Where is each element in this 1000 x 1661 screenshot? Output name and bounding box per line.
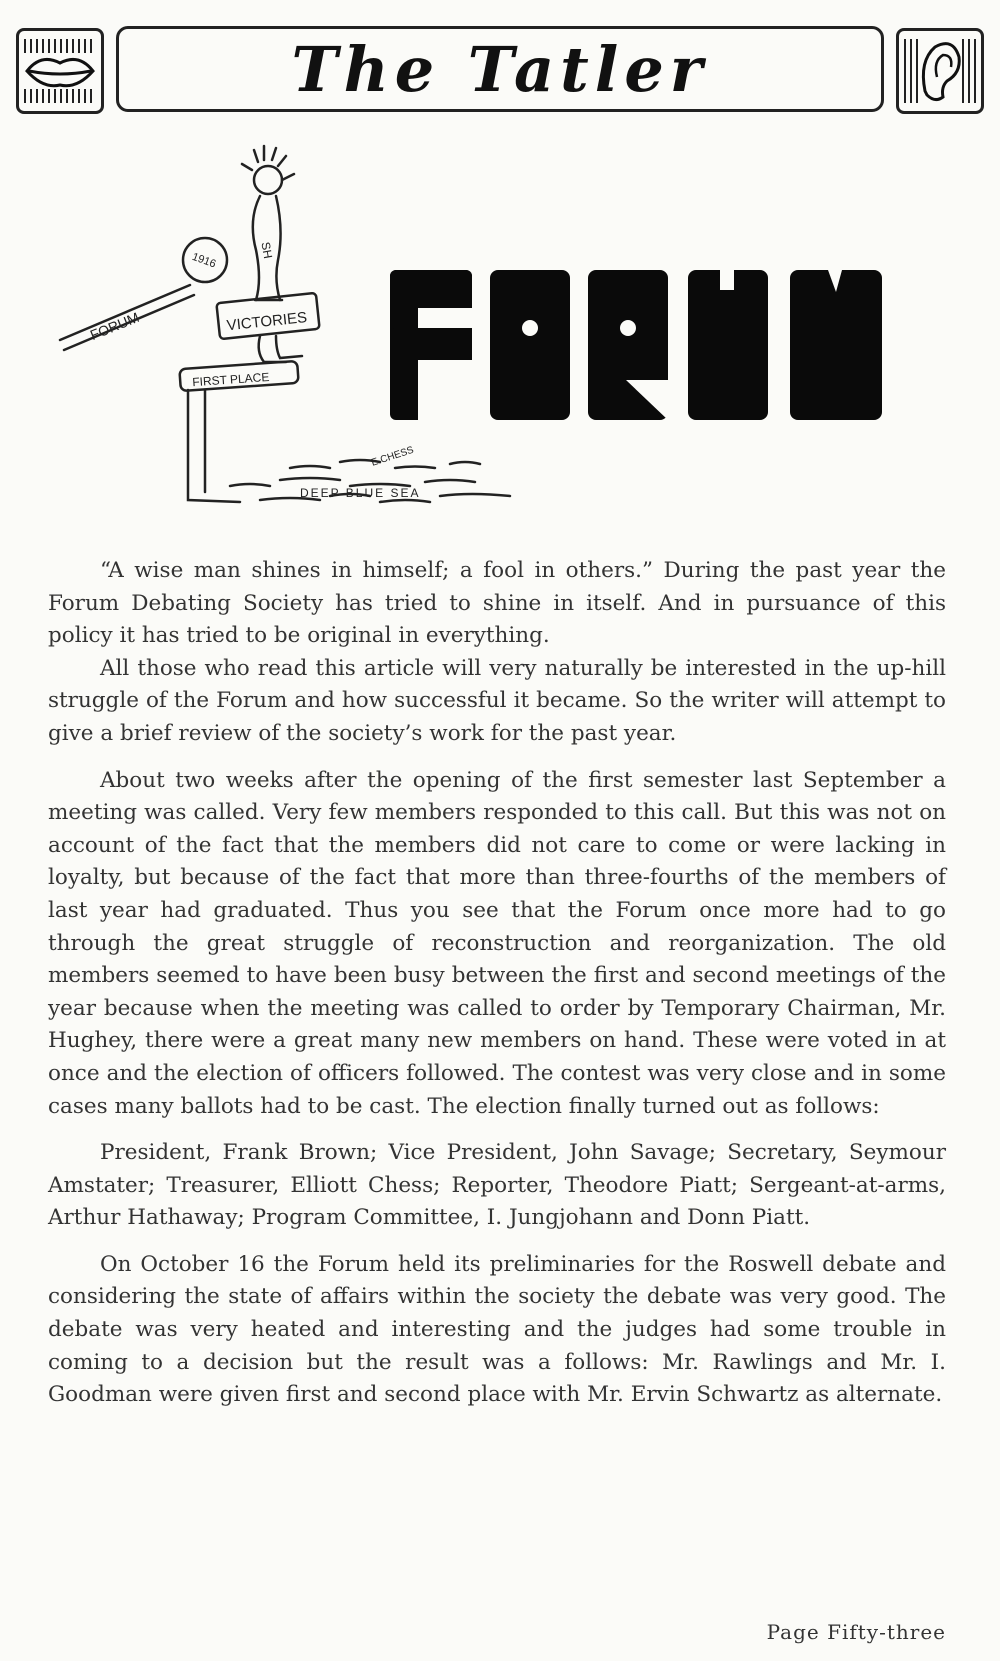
cartoon-jersey-label: SH [258,240,276,260]
page-header [16,24,984,114]
paragraph: On October 16 the Forum held its preliminaries for the Roswell debate and considering the state of affairs within the society the debate was very good. The debate was very heated and interesting and the judges had some trouble in coming to a decision but the result was a follows: Mr. Rawlings and Mr. I. Goodman were given first and second place with Mr. Ervin Schwartz as alternate. [48,1251,946,1408]
page-title: The Tatler [291,32,709,106]
cartoon-water-label: DEEP BLUE SEA [300,486,421,500]
paragraph: “A wise man shines in himself; a fool in others.” During the past year the Forum Debating Society has tried to shine in itself. And in pursuance of this policy it has tried to be original in everything. [48,558,946,649]
cartoon-ball-label: 1916 [190,250,218,271]
paragraph: All those who read this article will very naturally be interested in the up-hill struggle of the Forum and how successful it became. So the writer will attempt to give a brief review of the society’s work for the past year. [48,655,946,746]
page-number: Page Fifty-three [766,1620,946,1644]
cartoon-sign-label: VICTORIES [225,308,308,335]
ear-icon [896,28,984,114]
cartoon-bar-label: FORUM [87,308,142,344]
cartoon-splash-label: E.CHESS [370,444,416,469]
paragraph: About two weeks after the opening of the first semester last September a meeting was called. Very few members responded to this call. But this was not on account of the fact that the members did not care to come or were lacking in loyalty, but because of the fact that more than three-fourths of the members of last year had graduated. Thus you see that the Forum once more had to go through the great struggle of reconstruction and reorganization. The old members seemed to have been busy between the first and second meetings of the year because when the meeting was called to order by Temporary Chairman, Mr. Hughey, there were a great many new members on hand. These were voted in at once and the election of officers followed. The contest was very close and in some cases many ballots had to be cast. The election finally turned out as follows: [48,767,946,1119]
title-banner [116,26,884,112]
paragraph: President, Frank Brown; Vice President, John Savage; Secretary, Seymour Amstater; Treasurer, Elliott Chess; Reporter, Theodore Piatt; Sergeant-at-arms, Arthur Hathaway; Program Committee, I. Jungjohann and Donn Piatt. [48,1140,946,1231]
lips-icon [16,28,104,114]
forum-block-letters [390,270,950,440]
article-body [48,555,946,1412]
cartoon-platform-label: FIRST PLACE [191,369,270,390]
